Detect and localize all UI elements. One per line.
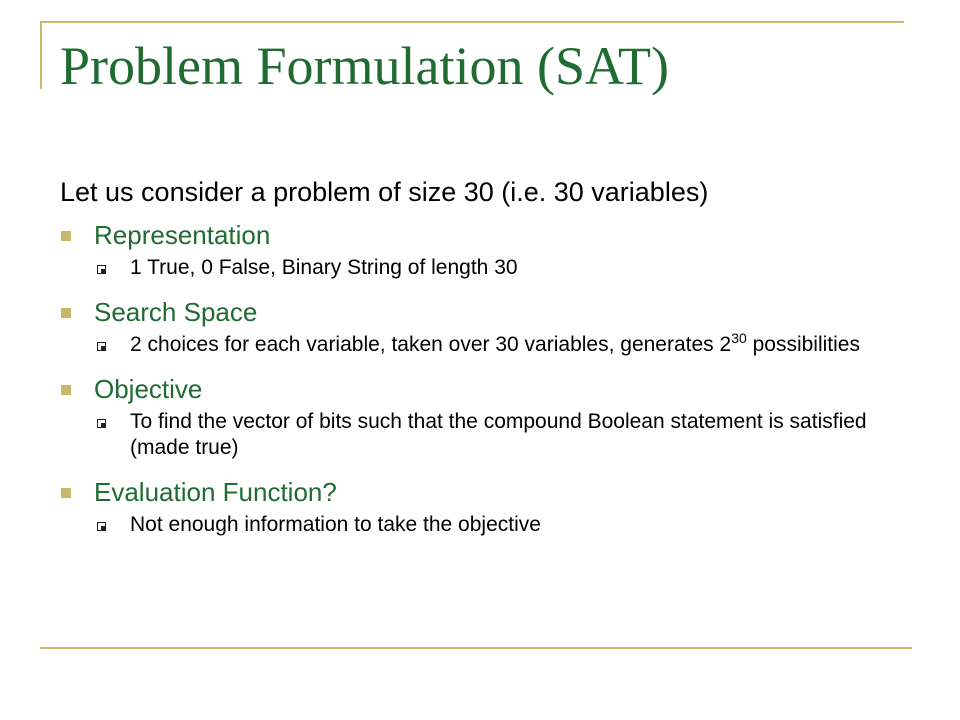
section-heading xyxy=(60,295,920,329)
section-evaluation-function xyxy=(60,475,920,538)
section-heading-text: Objective xyxy=(94,374,203,404)
section-heading xyxy=(60,218,920,252)
section-detail-text: To find the vector of bits such that the compound Boolean statement is satisfied (made true) xyxy=(130,410,867,459)
section-heading xyxy=(60,372,920,406)
intro-text: Let us consider a problem of size 30 (i.e. 30 variables) xyxy=(60,177,709,207)
square-bullet-icon xyxy=(61,488,71,498)
square-bullet-icon xyxy=(61,385,71,395)
section-detail-text: 2 choices for each variable, taken over 30 variables, generates 2 xyxy=(130,333,732,356)
box-bullet-icon xyxy=(97,265,106,274)
section-representation xyxy=(60,218,920,281)
top-rule xyxy=(40,21,904,23)
section-heading-text: Evaluation Function? xyxy=(94,477,337,507)
section-detail-text: 1 True, 0 False, Binary String of length 30 xyxy=(130,256,518,279)
exponent: 30 xyxy=(731,330,747,346)
section-detail-text-end: possibilities xyxy=(746,333,860,356)
section-detail xyxy=(60,255,920,281)
section-heading xyxy=(60,475,920,509)
square-bullet-icon xyxy=(61,231,71,241)
section-objective xyxy=(60,372,920,461)
section-detail xyxy=(60,409,920,461)
section-detail xyxy=(60,332,920,358)
slide-title: Problem Formulation (SAT) xyxy=(60,36,669,96)
section-heading-text: Search Space xyxy=(94,297,258,327)
section-heading-text: Representation xyxy=(94,220,271,250)
bottom-rule xyxy=(40,647,912,649)
section-detail xyxy=(60,512,920,538)
section-detail-text: Not enough information to take the objective xyxy=(130,513,541,536)
left-rule xyxy=(40,21,42,89)
box-bullet-icon xyxy=(97,522,106,531)
square-bullet-icon xyxy=(61,308,71,318)
section-search-space xyxy=(60,295,920,358)
box-bullet-icon xyxy=(97,419,106,428)
slide-content xyxy=(60,174,920,552)
box-bullet-icon xyxy=(97,342,106,351)
